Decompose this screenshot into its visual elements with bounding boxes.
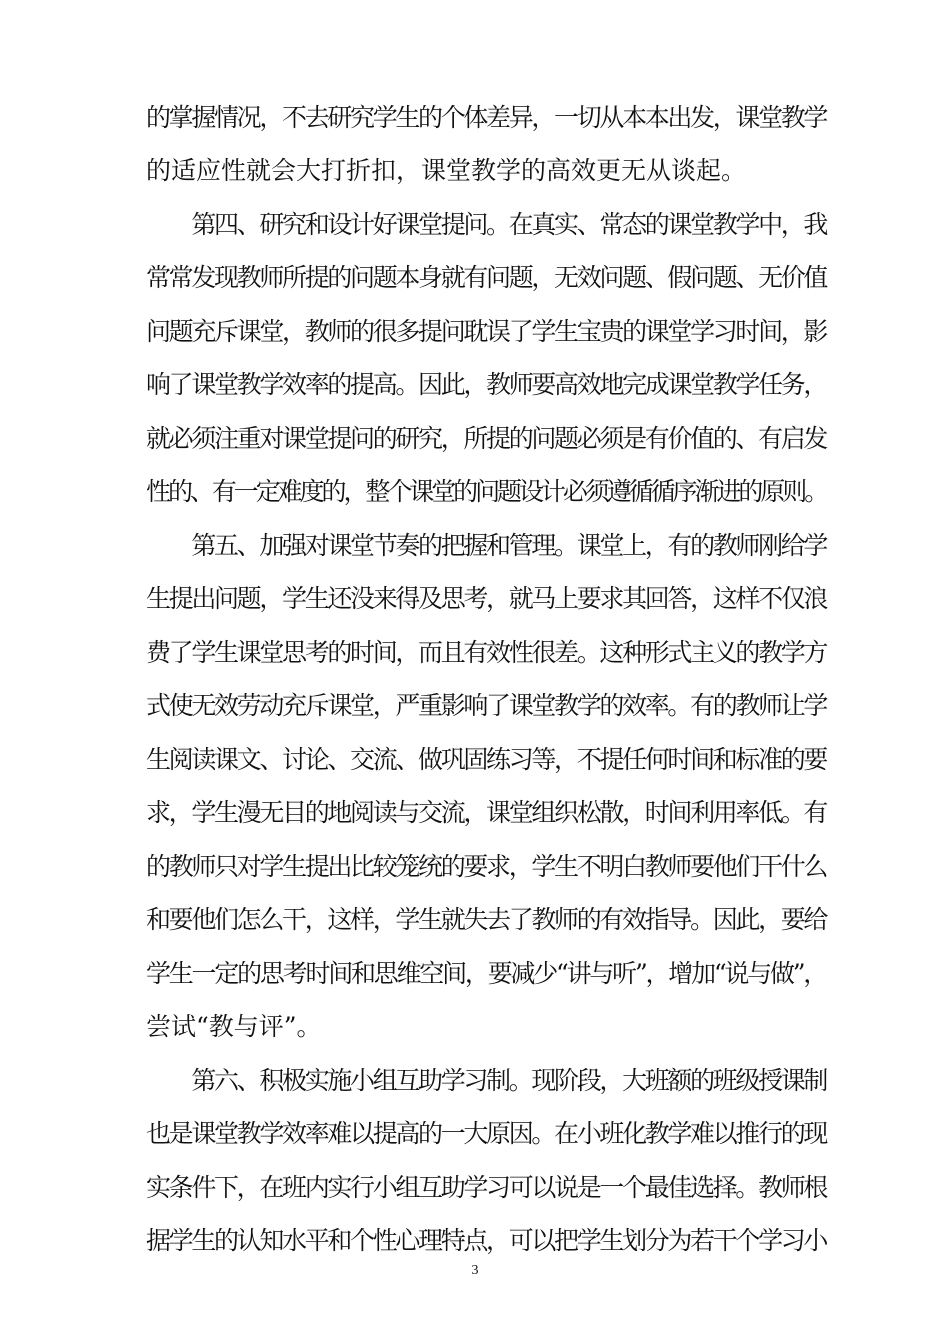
text-line: 的掌握情况，不去研究学生的个体差异，一切从本本出发，课堂教学 bbox=[146, 103, 827, 132]
text-line: 费了学生课堂思考的时间，而且有效性很差。这种形式主义的教学方 bbox=[146, 638, 827, 667]
text-line: 常常发现教师所提的问题本身就有问题，无效问题、假问题、无价值 bbox=[146, 263, 827, 292]
text-line: 据学生的认知水平和个性心理特点，可以把学生划分为若干个学习小 bbox=[146, 1226, 827, 1255]
text-line: 第六、积极实施小组互助学习制。现阶段，大班额的班级授课制 bbox=[146, 1066, 827, 1095]
text-line: 实条件下，在班内实行小组互助学习可以说是一个最佳选择。教师根 bbox=[146, 1173, 827, 1202]
text-line: 就必须注重对课堂提问的研究，所提的问题必须是有价值的、有启发 bbox=[146, 424, 827, 453]
text-line: 性的、有一定难度的，整个课堂的问题设计必须遵循循序渐进的原则。 bbox=[146, 477, 827, 506]
text-line: 学生一定的思考时间和思维空间，要减少“讲与听”，增加“说与做”， bbox=[146, 959, 827, 988]
text-line: 尝试“教与评”。 bbox=[146, 1012, 322, 1041]
text-line: 也是课堂教学效率难以提高的一大原因。在小班化教学难以推行的现 bbox=[146, 1119, 827, 1148]
text-line: 和要他们怎么干，这样，学生就失去了教师的有效指导。因此，要给 bbox=[146, 905, 827, 934]
text-line: 第四、研究和设计好课堂提问。在真实、常态的课堂教学中，我 bbox=[146, 210, 827, 239]
text-line: 生阅读课文、讨论、交流、做巩固练习等，不提任何时间和标准的要 bbox=[146, 745, 827, 774]
page-number: 3 bbox=[471, 1263, 479, 1278]
text-line: 的教师只对学生提出比较笼统的要求，学生不明白教师要他们干什么 bbox=[146, 852, 827, 881]
text-line: 第五、加强对课堂节奏的把握和管理。课堂上，有的教师刚给学 bbox=[146, 531, 827, 560]
text-line: 求，学生漫无目的地阅读与交流，课堂组织松散，时间利用率低。有 bbox=[146, 798, 827, 827]
text-line: 问题充斥课堂，教师的很多提问耽误了学生宝贵的课堂学习时间，影 bbox=[146, 317, 827, 346]
text-line: 式使无效劳动充斥课堂，严重影响了课堂教学的效率。有的教师让学 bbox=[146, 691, 827, 720]
text-line: 的适应性就会大打折扣，课堂教学的高效更无从谈起。 bbox=[146, 156, 747, 185]
text-line: 响了课堂教学效率的提高。因此，教师要高效地完成课堂教学任务， bbox=[146, 370, 827, 399]
text-line: 生提出问题，学生还没来得及思考，就马上要求其回答，这样不仅浪 bbox=[146, 584, 827, 613]
